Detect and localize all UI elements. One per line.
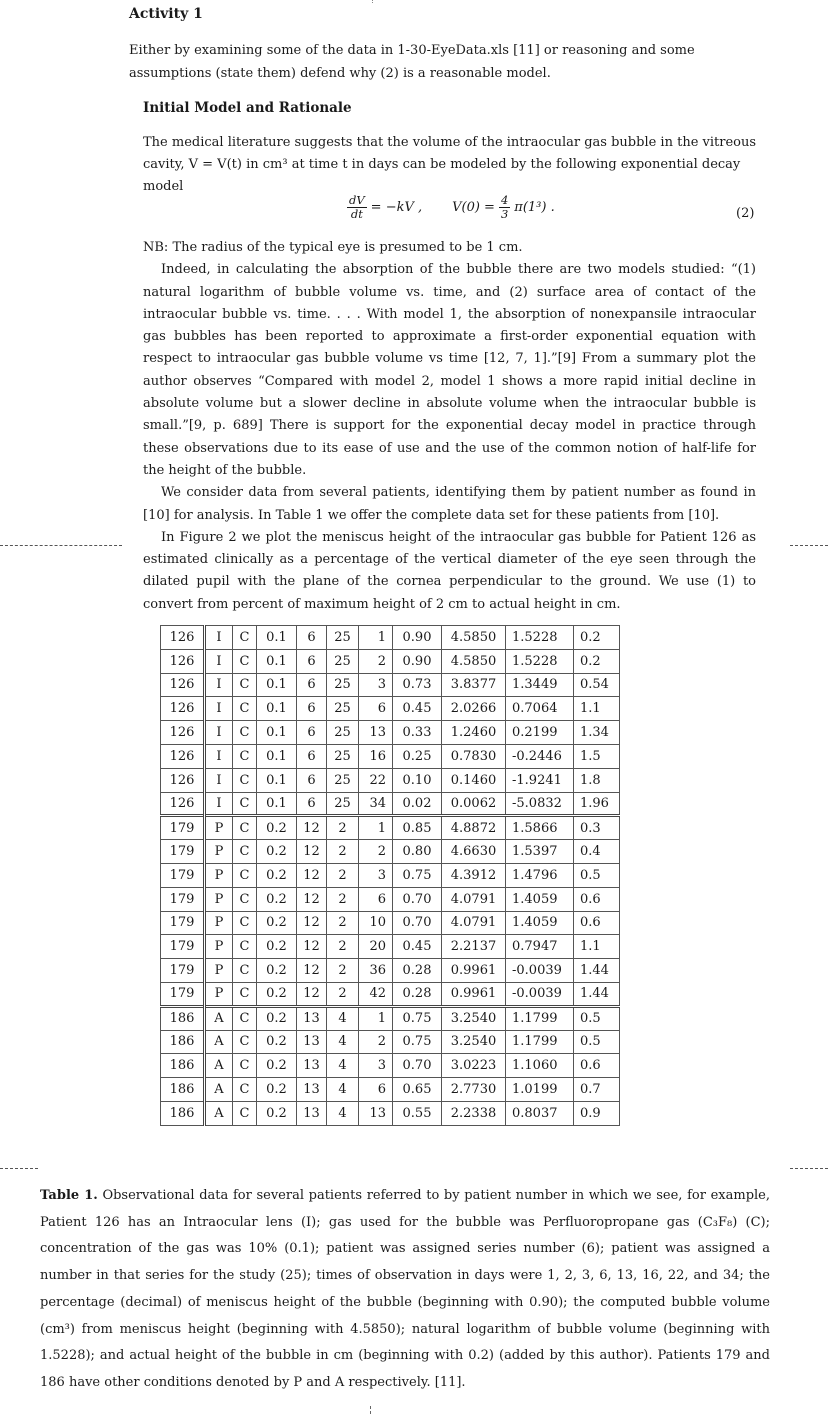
table-body — [161, 626, 620, 1126]
table-cell: 0.1 — [257, 744, 297, 768]
table-cell: C — [233, 1030, 257, 1054]
table-row — [161, 840, 620, 864]
table-cell: 1.1 — [574, 697, 620, 721]
table-cell: 0.2 — [257, 959, 297, 983]
table-cell: 0.1 — [257, 626, 297, 650]
table-cell: 4.5850 — [442, 626, 506, 650]
table-cell: 2 — [359, 840, 393, 864]
figure-paragraph: In Figure 2 we plot the meniscus height of the intraocular gas bubble for Patient 126 as estimated clinically as a percentage of the vertical diameter of the eye seen through the dilated pupil with the plane of the cornea perpendicular to the ground. We use (1) to convert from percent of maximum height of 2 cm to actual height in cm. — [143, 529, 756, 612]
table-cell: C — [233, 1101, 257, 1125]
table-cell: 4.3912 — [442, 863, 506, 887]
table-cell: P — [205, 887, 233, 911]
table-row — [161, 1078, 620, 1102]
table-cell: -0.0039 — [506, 959, 574, 983]
table-cell: 4 — [327, 1054, 359, 1078]
table-cell: 6 — [359, 1078, 393, 1102]
table-cell: 6 — [297, 744, 327, 768]
table-cell: 1 — [359, 816, 393, 840]
table-cell: 2.2338 — [442, 1101, 506, 1125]
table-cell: 1.1060 — [506, 1054, 574, 1078]
table-cell: 12 — [297, 887, 327, 911]
table-cell: 2 — [327, 911, 359, 935]
table-cell: 0.2 — [257, 911, 297, 935]
table-cell: 0.1 — [257, 673, 297, 697]
table-cell: 0.45 — [393, 697, 442, 721]
bottom-margin-mark — [370, 1406, 372, 1414]
table-row — [161, 721, 620, 745]
table-cell: 186 — [161, 1006, 205, 1030]
table-cell: 6 — [359, 887, 393, 911]
initial-condition-fraction — [499, 194, 510, 221]
table-cell: 6 — [297, 792, 327, 816]
table-cell: 13 — [359, 1101, 393, 1125]
table-row — [161, 626, 620, 650]
table-cell: P — [205, 816, 233, 840]
table-cell: 42 — [359, 982, 393, 1006]
table-cell: 0.70 — [393, 911, 442, 935]
table-cell: 1 — [359, 626, 393, 650]
table-cell: 0.1 — [257, 792, 297, 816]
table-cell: 1.5228 — [506, 649, 574, 673]
table-cell: 126 — [161, 673, 205, 697]
table-cell: C — [233, 1054, 257, 1078]
table-cell: 0.28 — [393, 959, 442, 983]
table-cell: 0.2 — [574, 626, 620, 650]
fraction-numerator: 4 — [500, 193, 509, 207]
table-cell: 179 — [161, 863, 205, 887]
table-row — [161, 959, 620, 983]
table-cell: 13 — [297, 1054, 327, 1078]
table-row — [161, 744, 620, 768]
table-cell: 20 — [359, 935, 393, 959]
nb-paragraph: NB: The radius of the typical eye is presumed to be 1 cm. — [143, 240, 523, 255]
table-row — [161, 1054, 620, 1078]
table-cell: 2 — [327, 982, 359, 1006]
table-cell: 12 — [297, 840, 327, 864]
table-cell: 2 — [359, 649, 393, 673]
table-cell: 25 — [327, 649, 359, 673]
table-cell: 179 — [161, 911, 205, 935]
table-cell: 0.2 — [574, 649, 620, 673]
table-cell: 126 — [161, 792, 205, 816]
table-cell: I — [205, 649, 233, 673]
margin-dash-left-lower — [0, 1168, 38, 1169]
table-cell: 0.3 — [574, 816, 620, 840]
table-cell: 1.4796 — [506, 863, 574, 887]
table-cell: 0.5 — [574, 863, 620, 887]
table-cell: C — [233, 935, 257, 959]
table-cell: 25 — [327, 697, 359, 721]
table-cell: 12 — [297, 863, 327, 887]
table-cell: C — [233, 959, 257, 983]
table-cell: 6 — [297, 673, 327, 697]
table-cell: 0.1 — [257, 721, 297, 745]
table-cell: 186 — [161, 1078, 205, 1102]
table-cell: 13 — [297, 1030, 327, 1054]
table-cell: 2 — [327, 959, 359, 983]
table-cell: I — [205, 792, 233, 816]
table-cell: 3 — [359, 863, 393, 887]
table-cell: 186 — [161, 1054, 205, 1078]
initial-condition-right: π(1³) . — [514, 200, 555, 215]
table-cell: 0.9961 — [442, 982, 506, 1006]
table-cell: 3 — [359, 1054, 393, 1078]
table-cell: 1.0199 — [506, 1078, 574, 1102]
table-cell: 2.2137 — [442, 935, 506, 959]
table-cell: 0.7830 — [442, 744, 506, 768]
table-cell: 0.2 — [257, 1078, 297, 1102]
table-cell: 12 — [297, 935, 327, 959]
table-cell: 0.2199 — [506, 721, 574, 745]
derivative-fraction — [347, 194, 367, 221]
table-cell: -5.0832 — [506, 792, 574, 816]
table-cell: 0.2 — [257, 816, 297, 840]
table-cell: 1.96 — [574, 792, 620, 816]
table-cell: 0.54 — [574, 673, 620, 697]
table-cell: 0.7947 — [506, 935, 574, 959]
table-cell: 0.2 — [257, 863, 297, 887]
table-cell: 25 — [327, 721, 359, 745]
table-cell: A — [205, 1101, 233, 1125]
activity-title: Activity 1 — [129, 6, 203, 22]
table-row — [161, 887, 620, 911]
table-cell: 34 — [359, 792, 393, 816]
table-row — [161, 792, 620, 816]
table-cell: 1.1 — [574, 935, 620, 959]
table-cell: C — [233, 721, 257, 745]
table-row — [161, 816, 620, 840]
table-cell: 25 — [327, 673, 359, 697]
table-cell: 25 — [327, 626, 359, 650]
table-cell: 179 — [161, 840, 205, 864]
table-row — [161, 673, 620, 697]
table-cell: 0.75 — [393, 1030, 442, 1054]
table-cell: 2 — [359, 1030, 393, 1054]
table-cell: 1.3449 — [506, 673, 574, 697]
table-caption — [40, 1183, 770, 1397]
intro-paragraph: The medical literature suggests that the volume of the intraocular gas bubble in the vitreous cavity, V = V(t) in cm³ at time t in days can be modeled by the following exponential decay model — [143, 135, 757, 194]
table-cell: A — [205, 1078, 233, 1102]
table-cell: 0.65 — [393, 1078, 442, 1102]
table-cell: 6 — [297, 697, 327, 721]
table-cell: 12 — [297, 959, 327, 983]
table-cell: 0.70 — [393, 887, 442, 911]
table-cell: 0.90 — [393, 649, 442, 673]
table-cell: 1.5 — [574, 744, 620, 768]
table-row — [161, 1101, 620, 1125]
table-cell: 0.2 — [257, 1006, 297, 1030]
table-cell: P — [205, 863, 233, 887]
table-cell: I — [205, 721, 233, 745]
table-cell: 36 — [359, 959, 393, 983]
table-cell: P — [205, 911, 233, 935]
patients-paragraph: We consider data from several patients, identifying them by patient number as found in [10] for analysis. In Table 1 we offer the complete data set for these patients from [10]. — [143, 485, 756, 523]
table-cell: 0.25 — [393, 744, 442, 768]
table-cell: -0.2446 — [506, 744, 574, 768]
table-cell: 6 — [297, 626, 327, 650]
table-row — [161, 1006, 620, 1030]
table-cell: C — [233, 744, 257, 768]
table-cell: 0.85 — [393, 816, 442, 840]
table-cell: 0.2 — [257, 1054, 297, 1078]
table-cell: 0.2 — [257, 887, 297, 911]
table-cell: 0.4 — [574, 840, 620, 864]
table-cell: C — [233, 1078, 257, 1102]
equation-number: (2) — [736, 206, 755, 221]
top-margin-mark — [372, 0, 374, 3]
table-cell: 1.5228 — [506, 626, 574, 650]
initial-condition-left: V(0) = — [452, 200, 495, 215]
table-row — [161, 982, 620, 1006]
table-cell: 0.2 — [257, 935, 297, 959]
table-cell: I — [205, 697, 233, 721]
caption-label: Table 1. — [40, 1188, 98, 1203]
table-cell: 0.45 — [393, 935, 442, 959]
table-cell: 6 — [359, 697, 393, 721]
table-cell: 179 — [161, 959, 205, 983]
table-cell: 0.75 — [393, 1006, 442, 1030]
caption-text: Observational data for several patients referred to by patient number in which we see, for example, Patient 126 has an Intraocular lens (I); gas used for the bubble was Perfluoropropane gas (C₃F₈) (C); concentration of the gas was 10% (0.1); patient was assigned series number (6); patient was assigned a number in that series for the study (25); times of observation in days were 1, 2, 3, 6, 13, 16, 22, and 34; the percentage (decimal) of meniscus height of the bubble (beginning with 0.90); the computed bubble volume (cm³) from meniscus height (beginning with 4.5850); natural logarithm of bubble volume (beginning with 1.5228); and actual height of the bubble in cm (beginning with 0.2) (added by this author). Patients 179 and 186 have other conditions denoted by P and A respectively. [11]. — [40, 1188, 770, 1390]
table-cell: 0.2 — [257, 982, 297, 1006]
table-cell: 2 — [327, 840, 359, 864]
models-paragraph: Indeed, in calculating the absorption of the bubble there are two models studied: “(1) natural logarithm of bubble volume vs. time, and (2) surface area of contact of the intraocular bubble vs. time. . . . With model 1, the absorption of nonexpansile intraocular gas bubbles has been reported to approximate a first-order exponential equation with respect to intraocular gas bubble volume vs time [12, 7, 1].”[9] From a summary plot the author observes “Compared with model 2, model 1 shows a more rapid initial decline in absolute volume but a slower decline in absolute volume when the intraocular bubble is small.”[9, p. 689] There is support for the exponential decay model in practice through these observations due to its ease of use and the use of the common notion of half-life for the height of the bubble. — [143, 262, 756, 478]
table-cell: C — [233, 697, 257, 721]
table-cell: 1.5866 — [506, 816, 574, 840]
table-cell: A — [205, 1054, 233, 1078]
margin-dash-right — [790, 545, 828, 546]
table-cell: 1 — [359, 1006, 393, 1030]
table-cell: 179 — [161, 982, 205, 1006]
table-cell: 126 — [161, 697, 205, 721]
table-cell: 12 — [297, 816, 327, 840]
table-cell: 0.7 — [574, 1078, 620, 1102]
table-cell: C — [233, 982, 257, 1006]
table-cell: C — [233, 816, 257, 840]
table-cell: 0.10 — [393, 768, 442, 792]
table-cell: 0.2 — [257, 1030, 297, 1054]
table-cell: I — [205, 673, 233, 697]
table-row — [161, 649, 620, 673]
table-cell: 0.73 — [393, 673, 442, 697]
table-cell: 0.80 — [393, 840, 442, 864]
table-cell: 4 — [327, 1030, 359, 1054]
table-cell: 1.8 — [574, 768, 620, 792]
table-cell: 1.5397 — [506, 840, 574, 864]
table-cell: 13 — [359, 721, 393, 745]
table-cell: I — [205, 626, 233, 650]
table-cell: 0.70 — [393, 1054, 442, 1078]
table-cell: 4.0791 — [442, 911, 506, 935]
table-cell: 4.5850 — [442, 649, 506, 673]
table-cell: 4.0791 — [442, 887, 506, 911]
table-cell: 0.1 — [257, 697, 297, 721]
table-cell: 0.9 — [574, 1101, 620, 1125]
table-row — [161, 911, 620, 935]
table-cell: 6 — [297, 649, 327, 673]
table-cell: 126 — [161, 649, 205, 673]
table-cell: C — [233, 768, 257, 792]
table-row — [161, 697, 620, 721]
table-cell: 3.0223 — [442, 1054, 506, 1078]
table-cell: 126 — [161, 721, 205, 745]
table-cell: 0.2 — [257, 1101, 297, 1125]
section-heading: Initial Model and Rationale — [143, 100, 352, 116]
table-cell: C — [233, 840, 257, 864]
table-cell: 0.1460 — [442, 768, 506, 792]
table-cell: 0.33 — [393, 721, 442, 745]
table-cell: 0.75 — [393, 863, 442, 887]
table-cell: 6 — [297, 721, 327, 745]
table-cell: 0.5 — [574, 1030, 620, 1054]
table-cell: 16 — [359, 744, 393, 768]
table-cell: C — [233, 673, 257, 697]
table-cell: 2 — [327, 816, 359, 840]
table-cell: 13 — [297, 1078, 327, 1102]
table-cell: 13 — [297, 1101, 327, 1125]
table-cell: C — [233, 792, 257, 816]
table-cell: 10 — [359, 911, 393, 935]
table-cell: 2.7730 — [442, 1078, 506, 1102]
table-cell: 0.6 — [574, 911, 620, 935]
table-cell: A — [205, 1030, 233, 1054]
table-cell: 3.2540 — [442, 1006, 506, 1030]
table-cell: 0.5 — [574, 1006, 620, 1030]
equation-2 — [343, 194, 555, 221]
data-table — [160, 625, 620, 1126]
table-cell: 3 — [359, 673, 393, 697]
table-cell: 1.1799 — [506, 1030, 574, 1054]
activity-text: Either by examining some of the data in 1-30-EyeData.xls [11] or reasoning and some assumptions (state them) defend why (2) is a reasonable model. — [129, 43, 695, 81]
table-cell: 2 — [327, 935, 359, 959]
table-cell: -1.9241 — [506, 768, 574, 792]
table-cell: 0.2 — [257, 840, 297, 864]
table-cell: -0.0039 — [506, 982, 574, 1006]
table-cell: 4.6630 — [442, 840, 506, 864]
table-cell: 0.55 — [393, 1101, 442, 1125]
table-cell: 0.1 — [257, 768, 297, 792]
table-cell: 126 — [161, 768, 205, 792]
table-cell: 22 — [359, 768, 393, 792]
table-cell: I — [205, 744, 233, 768]
table-cell: 1.1799 — [506, 1006, 574, 1030]
table-cell: 2.0266 — [442, 697, 506, 721]
table-cell: C — [233, 911, 257, 935]
table-cell: 6 — [297, 768, 327, 792]
table-cell: P — [205, 959, 233, 983]
table-cell: 186 — [161, 1101, 205, 1125]
table-cell: 12 — [297, 911, 327, 935]
table-cell: 1.2460 — [442, 721, 506, 745]
table-cell: 2 — [327, 887, 359, 911]
table-cell: 0.8037 — [506, 1101, 574, 1125]
table-cell: 0.02 — [393, 792, 442, 816]
fraction-denominator: dt — [350, 207, 363, 221]
table-cell: 0.28 — [393, 982, 442, 1006]
table-cell: C — [233, 1006, 257, 1030]
table-cell: 179 — [161, 816, 205, 840]
fraction-denominator: 3 — [500, 207, 509, 221]
table-row — [161, 863, 620, 887]
table-cell: 12 — [297, 982, 327, 1006]
table-cell: C — [233, 863, 257, 887]
table-cell: 1.44 — [574, 982, 620, 1006]
table-cell: 3.2540 — [442, 1030, 506, 1054]
table-cell: 4 — [327, 1101, 359, 1125]
table-cell: 1.34 — [574, 721, 620, 745]
fraction-numerator: dV — [349, 193, 365, 207]
table-cell: 126 — [161, 744, 205, 768]
table-cell: C — [233, 887, 257, 911]
table-cell: 0.0062 — [442, 792, 506, 816]
table-cell: 1.44 — [574, 959, 620, 983]
table-cell: P — [205, 935, 233, 959]
margin-dash-left — [0, 545, 122, 546]
table-cell: A — [205, 1006, 233, 1030]
body-text — [143, 237, 756, 616]
margin-dash-right-lower — [790, 1168, 828, 1169]
table-cell: 126 — [161, 626, 205, 650]
table-cell: 179 — [161, 887, 205, 911]
table-cell: 0.1 — [257, 649, 297, 673]
table-cell: P — [205, 840, 233, 864]
table-cell: 186 — [161, 1030, 205, 1054]
table-cell: 4 — [327, 1006, 359, 1030]
table-cell: P — [205, 982, 233, 1006]
table-row — [161, 935, 620, 959]
table-cell: 2 — [327, 863, 359, 887]
table-cell: 1.4059 — [506, 911, 574, 935]
table-cell: 4 — [327, 1078, 359, 1102]
table-cell: 25 — [327, 768, 359, 792]
table-cell: 0.6 — [574, 887, 620, 911]
table-cell: 0.90 — [393, 626, 442, 650]
table-cell: I — [205, 768, 233, 792]
table-cell: 3.8377 — [442, 673, 506, 697]
table-cell: C — [233, 626, 257, 650]
table-cell: 179 — [161, 935, 205, 959]
table-cell: C — [233, 649, 257, 673]
table-cell: 0.7064 — [506, 697, 574, 721]
table-cell: 13 — [297, 1006, 327, 1030]
equation-rhs: = −kV , — [370, 200, 423, 215]
table-cell: 25 — [327, 744, 359, 768]
table-cell: 1.4059 — [506, 887, 574, 911]
table-cell: 4.8872 — [442, 816, 506, 840]
table-cell: 25 — [327, 792, 359, 816]
table-row — [161, 768, 620, 792]
table-cell: 0.6 — [574, 1054, 620, 1078]
table-row — [161, 1030, 620, 1054]
table-cell: 0.9961 — [442, 959, 506, 983]
